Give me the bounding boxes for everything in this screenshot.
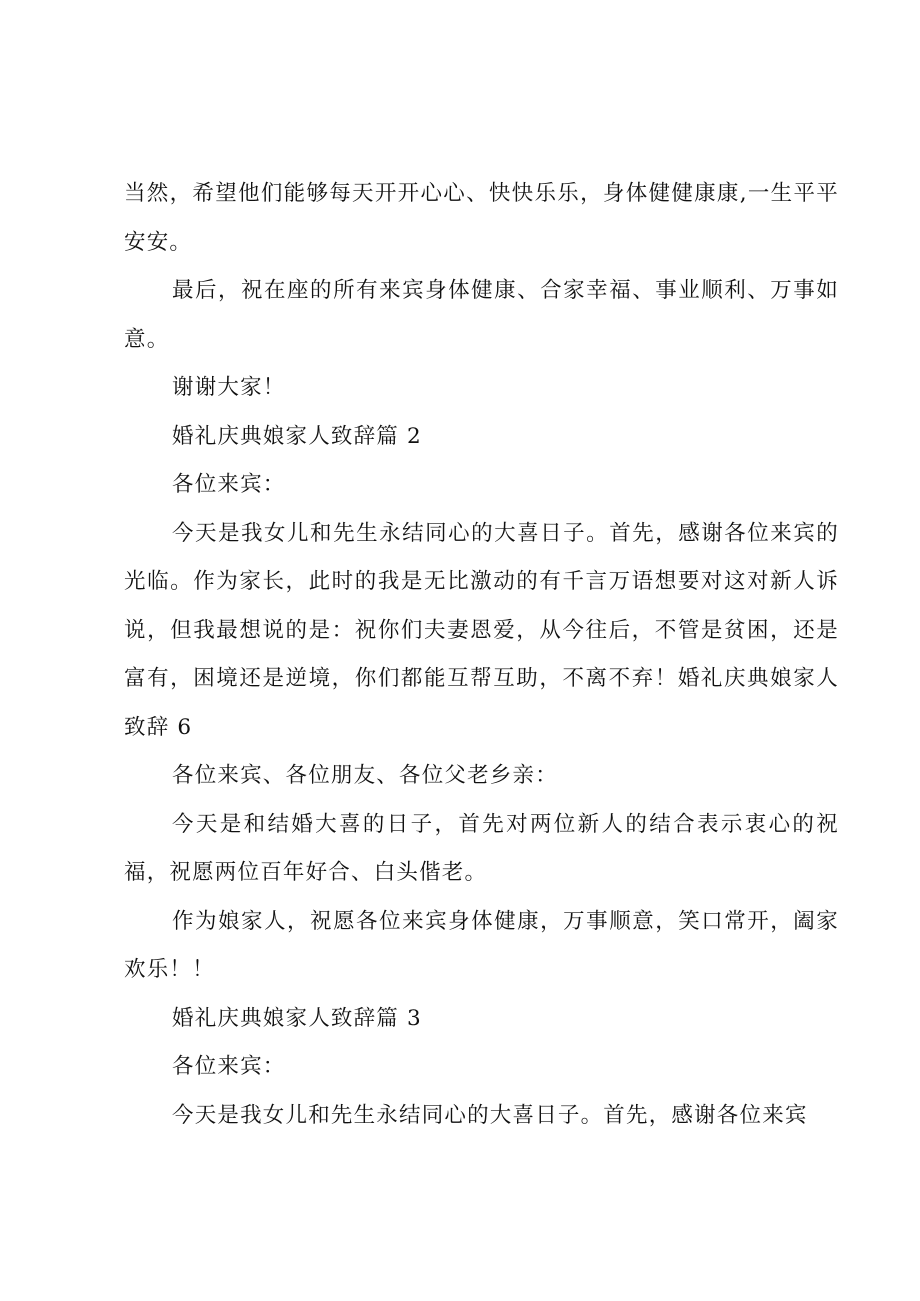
paragraph-closing-blessing: 最后，祝在座的所有来宾身体健康、合家幸福、事业顺利、万事如意。 bbox=[124, 278, 839, 352]
paragraph-speech-6-wishes: 作为娘家人，祝愿各位来宾身体健康，万事顺意，笑口常开，阖家欢乐！！ bbox=[124, 908, 839, 982]
salutation-2: 各位来宾： bbox=[172, 472, 286, 497]
section-heading-2: 婚礼庆典娘家人致辞篇 2 bbox=[172, 423, 422, 449]
salutation-3: 各位来宾： bbox=[172, 1054, 286, 1079]
salutation-6: 各位来宾、各位朋友、各位父老乡亲： bbox=[172, 763, 558, 788]
paragraph-speech-6: 今天是和结婚大喜的日子，首先对两位新人的结合表示衷心的祝福，祝愿两位百年好合、白头偕老。 bbox=[124, 811, 839, 885]
paragraph-wishes: 当然，希望他们能够每天开开心心、快快乐乐，身体健健康康,一生平平安安。 bbox=[124, 181, 839, 255]
paragraph-speech-3: 今天是我女儿和先生永结同心的大喜日子。首先，感谢各位来宾 bbox=[172, 1102, 808, 1128]
section-heading-3: 婚礼庆典娘家人致辞篇 3 bbox=[172, 1005, 422, 1031]
paragraph-thanks: 谢谢大家！ bbox=[172, 375, 286, 400]
paragraph-speech-2: 今天是我女儿和先生永结同心的大喜日子。首先，感谢各位来宾的光临。作为家长，此时的我是无比激动的有千言万语想要对这对新人诉说，但我最想说的是：祝你们夫妻恩爱，从今往后，不管是贫困，还是富有，困境还是逆境，你们都能互帮互助，不离不弃！婚礼庆典娘家人致辞 6 bbox=[124, 520, 839, 740]
document-body bbox=[124, 170, 839, 1140]
